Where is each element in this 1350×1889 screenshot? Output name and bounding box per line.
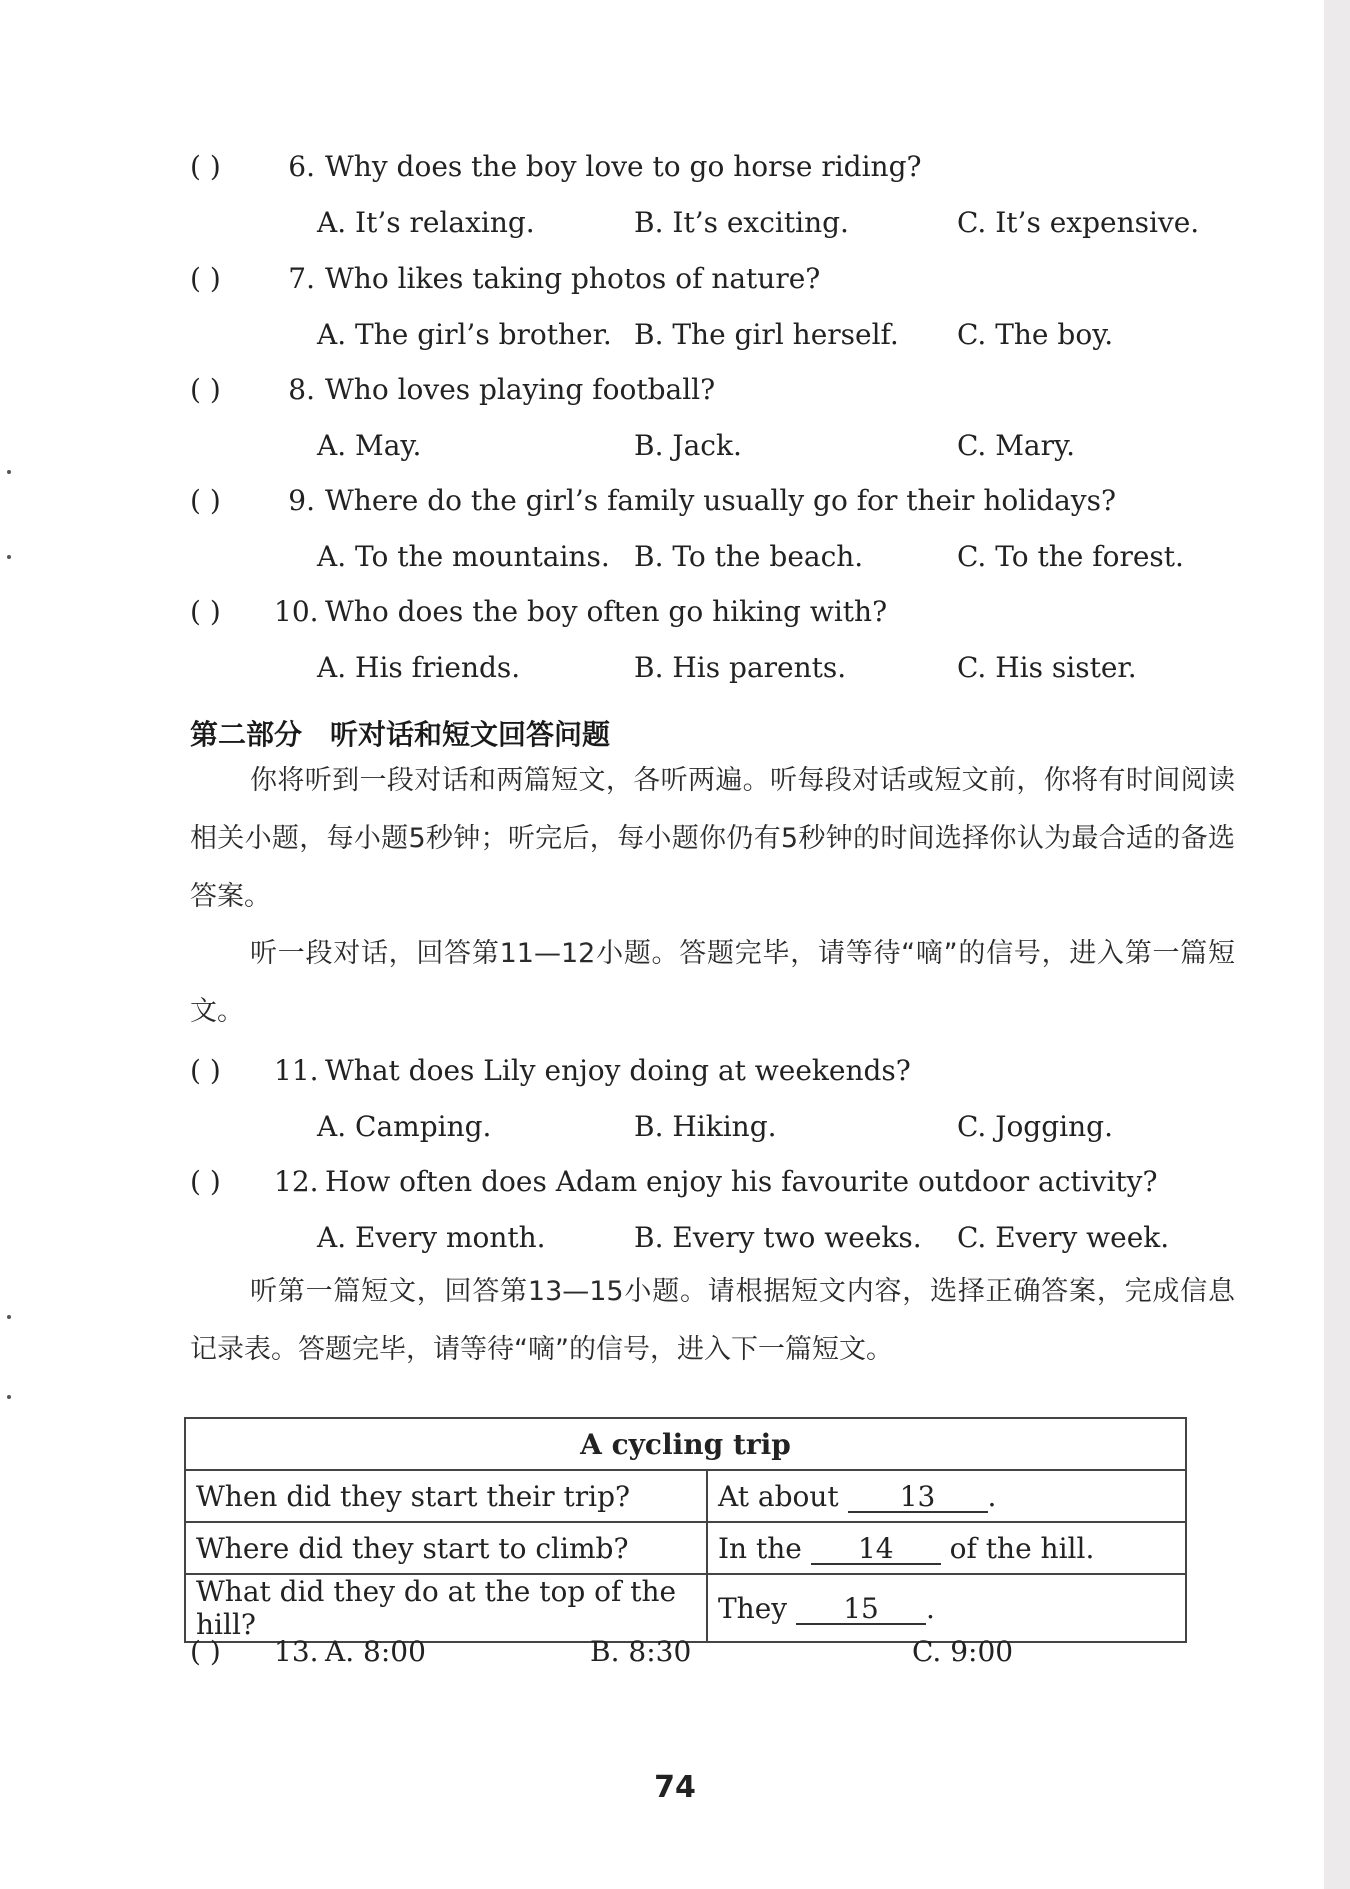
scan-mark bbox=[7, 555, 11, 559]
answer-suffix: . bbox=[987, 1479, 997, 1513]
question-number: 13. bbox=[274, 1635, 319, 1668]
answer-paren: ( ) bbox=[190, 150, 221, 183]
question-number: 6. bbox=[288, 150, 315, 183]
question-12 bbox=[190, 1165, 1157, 1198]
table-answer-cell bbox=[707, 1522, 1186, 1574]
answer-blank-15[interactable]: 15 bbox=[796, 1595, 926, 1625]
option-a: A. His friends. bbox=[317, 651, 521, 684]
option-b: B. 8:30 bbox=[590, 1635, 692, 1668]
table-question-cell: When did they start their trip? bbox=[185, 1470, 707, 1522]
question-13 bbox=[190, 1635, 426, 1668]
option-a: A. Every month. bbox=[317, 1221, 546, 1254]
option-c: C. It’s expensive. bbox=[957, 206, 1200, 239]
answer-paren: ( ) bbox=[190, 1054, 221, 1087]
option-c: C. His sister. bbox=[957, 651, 1137, 684]
info-record-table bbox=[184, 1417, 1187, 1643]
question-number: 9. bbox=[288, 484, 315, 517]
scan-mark bbox=[7, 1315, 11, 1319]
table-row bbox=[185, 1470, 1186, 1522]
answer-prefix: They bbox=[718, 1591, 788, 1625]
answer-blank-13[interactable]: 13 bbox=[848, 1483, 988, 1513]
question-text: How often does Adam enjoy his favourite outdoor activity? bbox=[325, 1165, 1158, 1198]
section-title: 第二部分 听对话和短文回答问题 bbox=[190, 718, 611, 751]
question-8 bbox=[190, 373, 715, 406]
option-a: A. To the mountains. bbox=[317, 540, 610, 573]
section-intro: 你将听到一段对话和两篇短文，各听两遍。听每段对话或短文前，你将有时间阅读相关小题，每小题5秒钟；听完后，每小题你仍有5秒钟的时间选择你认为最合适的备选答案。 bbox=[190, 765, 1235, 912]
question-text: Why does the boy love to go horse riding? bbox=[325, 150, 922, 183]
answer-paren: ( ) bbox=[190, 373, 221, 406]
question-number: 8. bbox=[288, 373, 315, 406]
option-a: A. May. bbox=[317, 429, 422, 462]
scan-mark bbox=[7, 470, 11, 474]
table-answer-cell bbox=[707, 1574, 1186, 1642]
table-title: A cycling trip bbox=[185, 1418, 1186, 1470]
option-b: B. It’s exciting. bbox=[634, 206, 849, 239]
answer-prefix: At about bbox=[718, 1479, 839, 1513]
question-9 bbox=[190, 484, 1116, 517]
question-text: Who likes taking photos of nature? bbox=[325, 262, 821, 295]
option-a: A. The girl’s brother. bbox=[317, 318, 612, 351]
option-c: C. Every week. bbox=[957, 1221, 1170, 1254]
option-c: C. Mary. bbox=[957, 429, 1075, 462]
question-text: Where do the girl’s family usually go for their holidays? bbox=[325, 484, 1116, 517]
table-question-cell: What did they do at the top of the hill? bbox=[185, 1574, 707, 1642]
option-a: A. 8:00 bbox=[325, 1635, 426, 1668]
option-a: A. Camping. bbox=[317, 1110, 492, 1143]
answer-paren: ( ) bbox=[190, 595, 221, 628]
question-7 bbox=[190, 262, 820, 295]
option-c: C. The boy. bbox=[957, 318, 1114, 351]
option-b: B. His parents. bbox=[634, 651, 847, 684]
answer-paren: ( ) bbox=[190, 1165, 221, 1198]
answer-prefix: In the bbox=[718, 1531, 802, 1565]
table-row bbox=[185, 1522, 1186, 1574]
option-b: B. Hiking. bbox=[634, 1110, 777, 1143]
option-c: C. Jogging. bbox=[957, 1110, 1113, 1143]
passage1-instructions: 听第一篇短文，回答第13—15小题。请根据短文内容，选择正确答案，完成信息记录表。答题完毕，请等待“嘀”的信号，进入下一篇短文。 bbox=[190, 1276, 1235, 1365]
question-text: What does Lily enjoy doing at weekends? bbox=[325, 1054, 911, 1087]
question-10 bbox=[190, 595, 887, 628]
table-answer-cell bbox=[707, 1470, 1186, 1522]
option-b: B. The girl herself. bbox=[634, 318, 899, 351]
question-number: 10. bbox=[274, 595, 319, 628]
table-question-cell: Where did they start to climb? bbox=[185, 1522, 707, 1574]
answer-suffix: . bbox=[926, 1591, 935, 1625]
question-11 bbox=[190, 1054, 911, 1087]
table-row bbox=[185, 1574, 1186, 1642]
table-header-row bbox=[185, 1418, 1186, 1470]
question-number: 7. bbox=[288, 262, 315, 295]
option-b: B. Every two weeks. bbox=[634, 1221, 922, 1254]
scan-mark bbox=[7, 1395, 11, 1399]
answer-blank-14[interactable]: 14 bbox=[811, 1535, 941, 1565]
option-a: A. It’s relaxing. bbox=[317, 206, 535, 239]
option-b: B. To the beach. bbox=[634, 540, 864, 573]
question-text: Who does the boy often go hiking with? bbox=[325, 595, 888, 628]
option-b: B. Jack. bbox=[634, 429, 742, 462]
question-number: 11. bbox=[274, 1054, 319, 1087]
answer-paren: ( ) bbox=[190, 484, 221, 517]
answer-paren: ( ) bbox=[190, 1635, 221, 1668]
dialogue-instructions: 听一段对话，回答第11—12小题。答题完毕，请等待“嘀”的信号，进入第一篇短文。 bbox=[190, 938, 1235, 1027]
question-6 bbox=[190, 150, 922, 183]
question-number: 12. bbox=[274, 1165, 319, 1198]
answer-suffix: of the hill. bbox=[949, 1531, 1095, 1565]
option-c: C. To the forest. bbox=[957, 540, 1184, 573]
page-edge bbox=[1324, 0, 1350, 1889]
answer-paren: ( ) bbox=[190, 262, 221, 295]
page-number: 74 bbox=[654, 1770, 696, 1805]
option-c: C. 9:00 bbox=[912, 1635, 1014, 1668]
question-text: Who loves playing football? bbox=[325, 373, 716, 406]
